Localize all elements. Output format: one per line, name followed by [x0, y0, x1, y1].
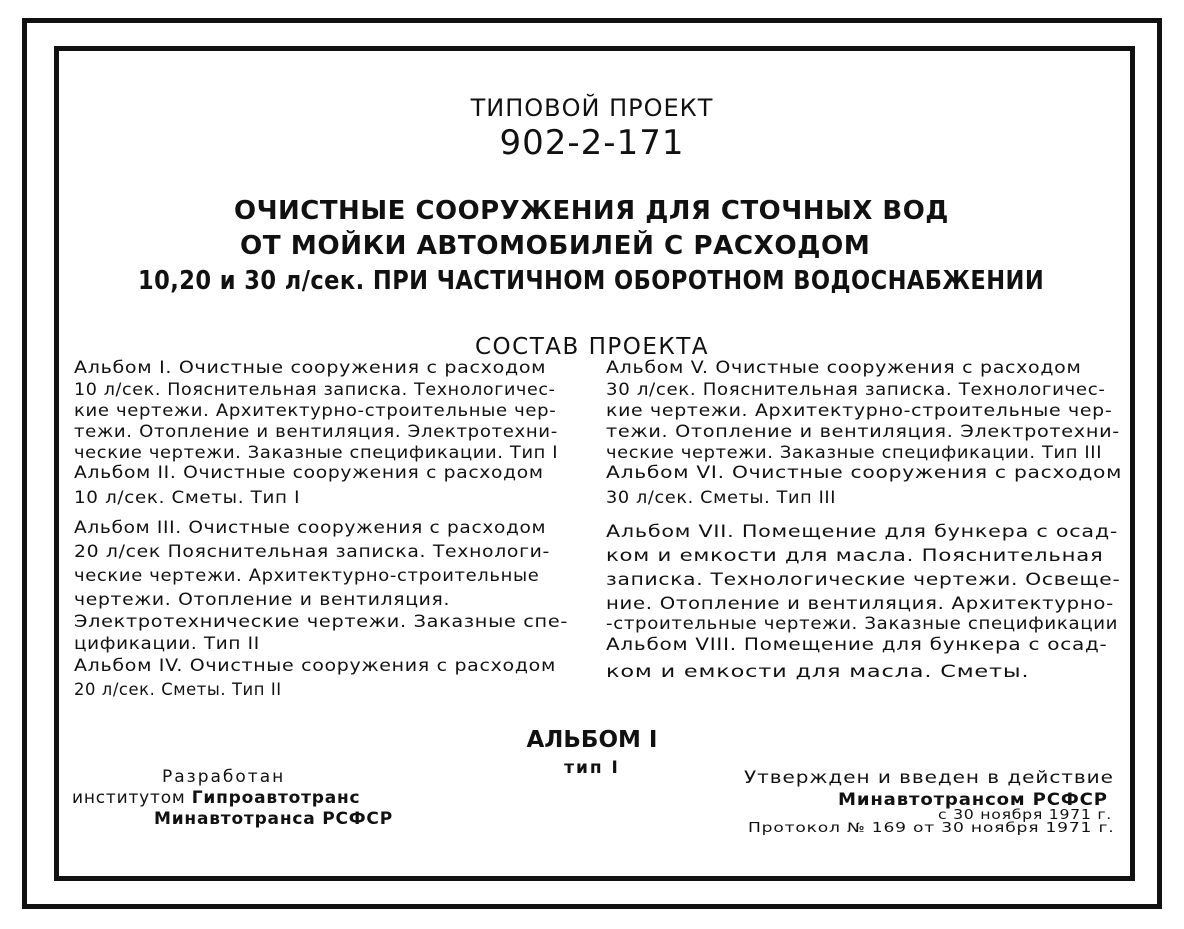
composition-right-line: 30 л/сек. Сметы. Тип III: [606, 488, 837, 507]
composition-left-line: тежи. Отопление и вентиляция. Электротехни-: [74, 422, 558, 441]
composition-right-line: ние. Отопление и вентиляция. Архитектурно-: [606, 594, 1114, 613]
composition-right-line: Альбом VI. Очистные сооружения с расходом: [606, 463, 1123, 482]
composition-left-line: 20 л/сек. Сметы. Тип II: [74, 680, 282, 699]
composition-left-line: Альбом I. Очистные сооружения с расходом: [74, 358, 547, 377]
composition-left-line: ческие чертежи. Заказные спецификации. Тип I: [74, 443, 559, 462]
composition-left-line: 10 л/сек. Пояснительная записка. Технологичес-: [74, 380, 556, 399]
composition-left-line: Электротехнические чертежи. Заказные спе-: [74, 612, 569, 631]
composition-left-line: цификации. Тип II: [74, 634, 260, 653]
developer-label: Разработан: [162, 767, 286, 787]
composition-left-line: Альбом IV. Очистные сооружения с расходом: [74, 656, 556, 675]
title-line-3: 10,20 и 30 л/сек. ПРИ ЧАСТИЧНОМ ОБОРОТНОМ ВОДОСНАБЖЕНИИ: [138, 266, 1045, 296]
developer-ministry: Минавтотранса РСФСР: [154, 809, 393, 829]
album-type: тип I: [564, 758, 620, 778]
composition-right-line: кие чертежи. Архитектурно-строительные чер-: [606, 401, 1113, 420]
composition-right-line: ком и емкости для масла. Пояснительная: [606, 546, 1104, 565]
approval-label: Утвержден и введен в действие: [744, 768, 1114, 788]
album-title: АЛЬБОМ I: [526, 727, 658, 753]
composition-left-line: кие чертежи. Архитектурно-строительные чер-: [74, 401, 557, 420]
composition-left-line: 20 л/сек Пояснительная записка. Технологи-: [74, 542, 551, 561]
composition-left-line: чертежи. Отопление и вентиляция.: [74, 590, 451, 609]
composition-left-line: ческие чертежи. Архитектурно-строительные: [74, 566, 540, 585]
composition-right-line: -строительные чертежи. Заказные спецификации: [606, 614, 1119, 633]
composition-right-line: Альбом VIII. Помещение для бункера с осад-: [606, 635, 1108, 654]
composition-right-line: 30 л/сек. Пояснительная записка. Технологичес-: [606, 380, 1106, 399]
composition-left-line: 10 л/сек. Сметы. Тип I: [74, 488, 301, 507]
composition-right-line: Альбом V. Очистные сооружения с расходом: [606, 358, 1082, 377]
composition-left-line: Альбом III. Очистные сооружения с расходом: [74, 518, 547, 537]
approval-ministry: Минавтотрансом РСФСР: [838, 790, 1108, 810]
composition-right-line: Альбом VII. Помещение для бункера с осад-: [606, 522, 1119, 541]
composition-right-line: тежи. Отопление и вентиляция. Электротехни-: [606, 422, 1120, 441]
developer-institute-name: Гипроавтотранс: [191, 788, 361, 808]
composition-heading: СОСТАВ ПРОЕКТА: [474, 334, 709, 360]
composition-right-line: записка. Технологические чертежи. Освеще-: [606, 570, 1121, 589]
developer-institute-line: [72, 788, 360, 808]
composition-right-line: ческие чертежи. Заказные спецификации. Тип III: [606, 443, 1103, 462]
composition-left-line: Альбом II. Очистные сооружения с расходом: [74, 463, 544, 482]
title-line-1: ОЧИСТНЫЕ СООРУЖЕНИЯ ДЛЯ СТОЧНЫХ ВОД: [234, 196, 949, 226]
approval-date: с 30 ноября 1971 г.: [938, 808, 1113, 823]
project-number: 902-2-171: [499, 123, 685, 163]
developer-institute-prefix: институтом: [72, 788, 186, 808]
approval-protocol: Протокол № 169 от 30 ноября 1971 г.: [748, 821, 1115, 836]
title-line-2: ОТ МОЙКИ АВТОМОБИЛЕЙ С РАСХОДОМ: [240, 231, 871, 261]
project-type-label: ТИПОВОЙ ПРОЕКТ: [470, 94, 714, 122]
composition-right-line: ком и емкости для масла. Сметы.: [606, 662, 1030, 681]
